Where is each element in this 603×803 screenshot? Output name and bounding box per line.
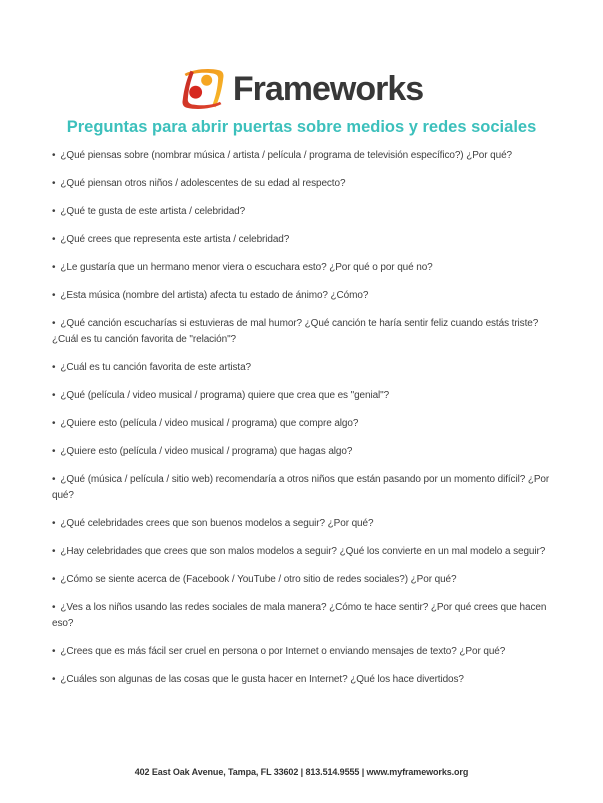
question-text: ¿Qué piensas sobre (nombrar música / artista / película / programa de televisión específico?) ¿Por qué? [60, 150, 512, 161]
question-text: ¿Qué canción escucharías si estuvieras de mal humor? ¿Qué canción te haría sentir feliz cuando estás triste? ¿Cuál es tu canción favorita de "relación"? [52, 318, 539, 345]
question-text: ¿Qué (película / video musical / programa) quiere que crea que es "genial"? [60, 390, 390, 401]
bullet-icon: • [52, 574, 56, 585]
question-item [52, 516, 551, 532]
question-text: ¿Cuáles son algunas de las cosas que le gusta hacer en Internet? ¿Qué los hace divertidos? [60, 674, 464, 685]
frameworks-frame-icon [180, 66, 226, 112]
question-item [52, 672, 551, 688]
question-text: ¿Qué crees que representa este artista / celebridad? [60, 234, 290, 245]
question-text: ¿Quiere esto (película / video musical / programa) que hagas algo? [60, 446, 353, 457]
bullet-icon: • [52, 234, 56, 245]
question-list [0, 137, 603, 688]
question-item [52, 232, 551, 248]
question-text: ¿Qué piensan otros niños / adolescentes de su edad al respecto? [60, 178, 346, 189]
question-text: ¿Qué celebridades crees que son buenos modelos a seguir? ¿Por qué? [60, 518, 374, 529]
question-item [52, 360, 551, 376]
question-text: ¿Qué (música / película / sitio web) recomendaría a otros niños que están pasando por un momento difícil? ¿Por qué? [52, 474, 550, 501]
bullet-icon: • [52, 546, 56, 557]
page-title: Preguntas para abrir puertas sobre medios y redes sociales [66, 118, 537, 136]
frameworks-logo [0, 0, 603, 112]
bullet-icon: • [52, 318, 56, 329]
bullet-icon: • [52, 362, 56, 373]
question-item [52, 600, 551, 632]
bullet-icon: • [52, 290, 56, 301]
bullet-icon: • [52, 262, 56, 273]
question-text: ¿Qué te gusta de este artista / celebridad? [60, 206, 246, 217]
question-text: ¿Ves a los niños usando las redes sociales de mala manera? ¿Cómo te hace sentir? ¿Por qué crees que hacen eso? [52, 602, 547, 629]
question-item [52, 644, 551, 660]
bullet-icon: • [52, 206, 56, 217]
question-item [52, 176, 551, 192]
question-text: ¿Quiere esto (película / video musical / programa) que compre algo? [60, 418, 359, 429]
question-text: ¿Cómo se siente acerca de (Facebook / YouTube / otro sitio de redes sociales?) ¿Por qué? [60, 574, 457, 585]
bullet-icon: • [52, 178, 56, 189]
question-item [52, 416, 551, 432]
bullet-icon: • [52, 674, 56, 685]
question-item [52, 444, 551, 460]
question-item [52, 204, 551, 220]
question-text: ¿Crees que es más fácil ser cruel en persona o por Internet o enviando mensajes de texto? ¿Por qué? [60, 646, 506, 657]
bullet-icon: • [52, 474, 56, 485]
bullet-icon: • [52, 390, 56, 401]
frameworks-wordmark: Frameworks [232, 69, 424, 108]
bullet-icon: • [52, 446, 56, 457]
bullet-icon: • [52, 150, 56, 161]
question-item [52, 572, 551, 588]
bullet-icon: • [52, 602, 56, 613]
bullet-icon: • [52, 518, 56, 529]
question-item [52, 472, 551, 504]
question-item [52, 288, 551, 304]
question-item [52, 388, 551, 404]
question-item [52, 316, 551, 348]
question-item [52, 148, 551, 164]
question-text: ¿Le gustaría que un hermano menor viera o escuchara esto? ¿Por qué o por qué no? [60, 262, 433, 273]
bullet-icon: • [52, 646, 56, 657]
question-item [52, 544, 551, 560]
question-text: ¿Hay celebridades que crees que son malos modelos a seguir? ¿Qué los convierte en un mal modelo a seguir? [60, 546, 546, 557]
question-item [52, 260, 551, 276]
bullet-icon: • [52, 418, 56, 429]
question-text: ¿Esta música (nombre del artista) afecta tu estado de ánimo? ¿Cómo? [60, 290, 369, 301]
footer-contact: 402 East Oak Avenue, Tampa, FL 33602 | 813.514.9555 | www.myframeworks.org [134, 767, 469, 777]
question-text: ¿Cuál es tu canción favorita de este artista? [60, 362, 252, 373]
